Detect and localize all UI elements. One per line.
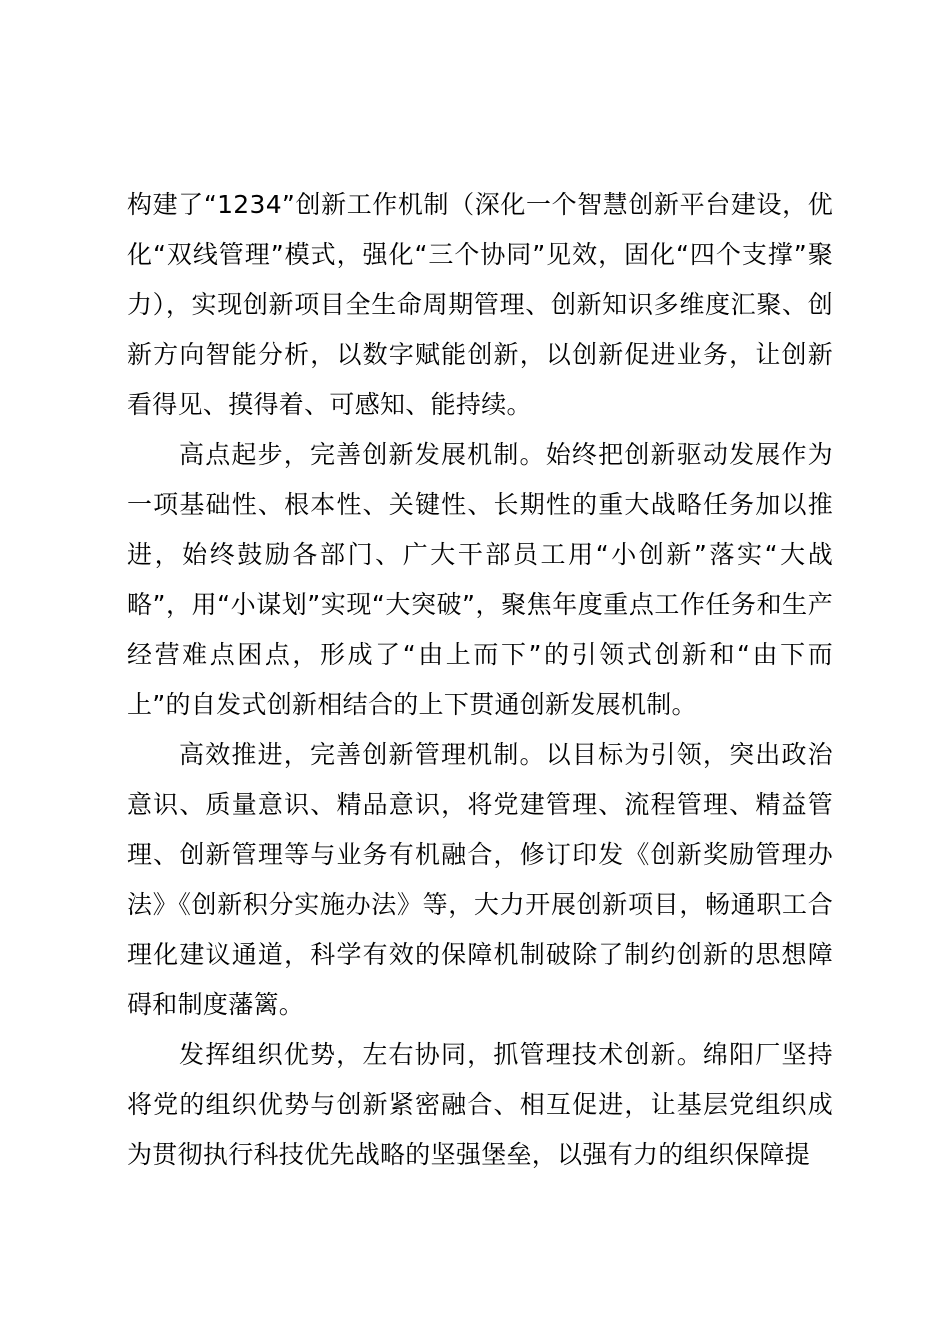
paragraph-continuation: 构建了“1234”创新工作机制（深化一个智慧创新平台建设，优化“双线管理”模式，强化“三个协同”见效，固化“四个支撑”聚力），实现创新项目全生命周期管理、创新知识多维度汇聚、创新方向智能分析，以数字赋能创新，以创新促进业务，让创新看得见、摸得着、可感知、能持续。: [127, 190, 833, 419]
paragraph-organization-advantage: 发挥组织优势，左右协同，抓管理技术创新。绵阳厂坚持将党的组织优势与创新紧密融合、相互促进，让基层党组织成为贯彻执行科技优先战略的坚强堡垒，以强有力的组织保障提: [127, 1040, 833, 1169]
paragraph-innovation-management: 高效推进，完善创新管理机制。以目标为引领，突出政治意识、质量意识、精品意识，将党建管理、流程管理、精益管理、创新管理等与业务有机融合，修订印发《创新奖励管理办法》《创新积分实施办法》等，大力开展创新项目，畅通职工合理化建议通道，科学有效的保障机制破除了制约创新的思想障碍和制度藩篱。: [127, 740, 833, 1019]
document-page: [127, 180, 833, 1180]
paragraph-innovation-development: 高点起步，完善创新发展机制。始终把创新驱动发展作为一项基础性、根本性、关键性、长期性的重大战略任务加以推进，始终鼓励各部门、广大干部员工用“小创新”落实“大战略”，用“小谋划”实现“大突破”，聚焦年度重点工作任务和生产经营难点困点，形成了“由上而下”的引领式创新和“由下而上”的自发式创新相结合的上下贯通创新发展机制。: [127, 440, 833, 719]
